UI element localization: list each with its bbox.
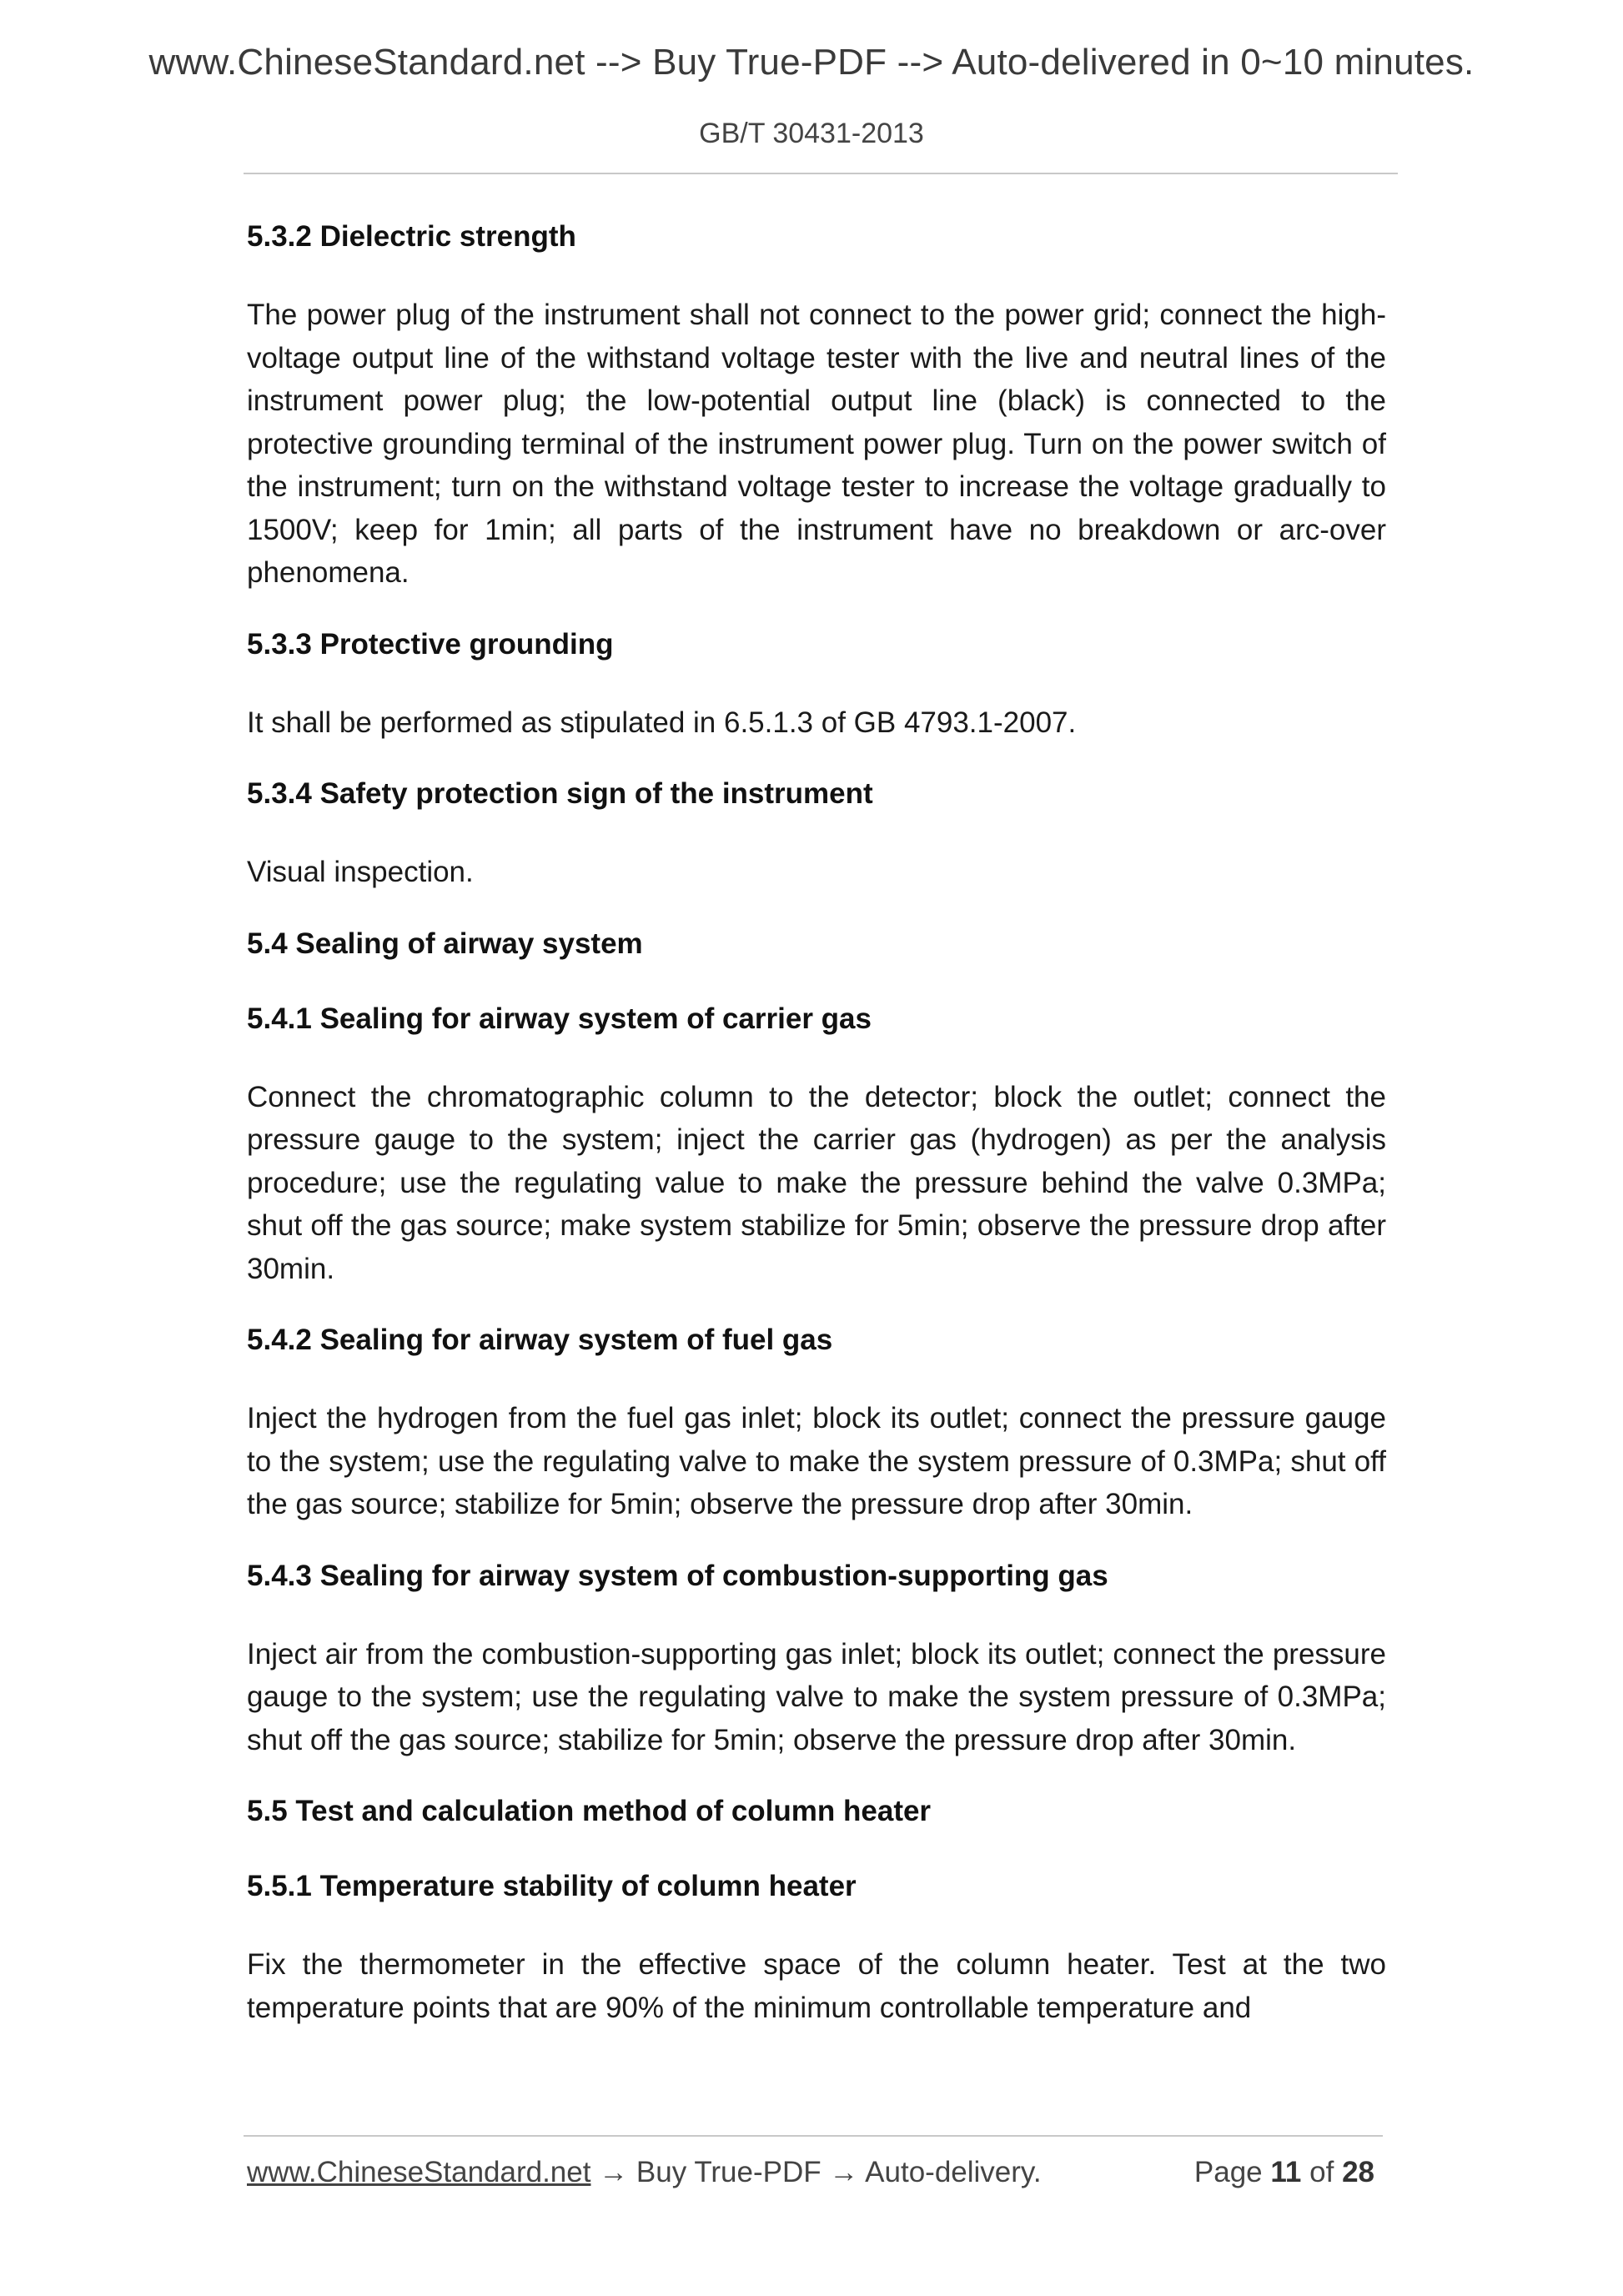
of-label: of	[1309, 2156, 1334, 2188]
section-heading-5-3-4: 5.3.4 Safety protection sign of the instrument	[247, 777, 873, 810]
page-current: 11	[1270, 2156, 1302, 2188]
page-label: Page	[1193, 2156, 1263, 2188]
section-heading-5-3-3: 5.3.3 Protective grounding	[247, 627, 614, 661]
section-heading-5-4: 5.4 Sealing of airway system	[247, 927, 643, 960]
section-text-5-4-3: Inject air from the combustion-supporting gas inlet; block its outlet; connect the pressure gauge to the system; use the regulating valve to make the system pressure of 0.3MPa; shut off the gas source; stabilize for 5min; observe the pressure drop after 30min.	[247, 1637, 1386, 1756]
section-heading-5-4-3: 5.4.3 Sealing for airway system of combustion-supporting gas	[247, 1559, 1108, 1592]
header-divider	[244, 173, 1398, 174]
top-banner: www.ChineseStandard.net --> Buy True-PDF --> Auto-delivered in 0~10 minutes.	[148, 42, 1475, 83]
section-text-5-3-2: The power plug of the instrument shall not connect to the power grid; connect the high-voltage output line of the withstand voltage tester with the live and neutral lines of the instrument power plug; the low-potential output line (black) is connected to the protective grounding terminal of the instrument power plug. Turn on the power switch of the instrument; turn on the withstand voltage tester to increase the voltage gradually to 1500V; keep for 1min; all parts of the instrument have no breakdown or arc-over phenomena.	[247, 299, 1386, 589]
document-code: GB/T 30431-2013	[699, 118, 924, 149]
section-heading-5-5: 5.5 Test and calculation method of column heater	[247, 1795, 932, 1827]
section-heading-5-3-2: 5.3.2 Dielectric strength	[247, 220, 576, 253]
section-text-5-3-3: It shall be performed as stipulated in 6.5.1.3 of GB 4793.1-2007.	[247, 706, 1077, 739]
footer-site-link[interactable]: www.ChineseStandard.net	[247, 2156, 591, 2188]
section-text-5-3-4: Visual inspection.	[247, 856, 474, 888]
document-body	[247, 219, 1386, 2061]
footer-divider	[244, 2135, 1383, 2137]
footer-promo-text: → Buy True-PDF → Auto-delivery.	[590, 2156, 1042, 2188]
footer-promo	[247, 2156, 1042, 2189]
section-text-5-4-2: Inject the hydrogen from the fuel gas inlet; block its outlet; connect the pressure gauge to the system; use the regulating valve to make the system pressure of 0.3MPa; shut off the gas source; stabilize for 5min; observe the pressure drop after 30min.	[247, 1402, 1386, 1520]
section-text-5-5-1: Fix the thermometer in the effective space of the column heater. Test at the two temperature points that are 90% of the minimum controllable temperature and	[247, 1948, 1386, 2024]
section-heading-5-5-1: 5.5.1 Temperature stability of column heater	[247, 1870, 857, 1902]
page-total: 28	[1342, 2156, 1374, 2188]
section-heading-5-4-2: 5.4.2 Sealing for airway system of fuel gas	[247, 1324, 833, 1356]
section-text-5-4-1: Connect the chromatographic column to the detector; block the outlet; connect the pressure gauge to the system; inject the carrier gas (hydrogen) as per the analysis procedure; use the regulating value to make the pressure behind the valve 0.3MPa; shut off the gas source; make system stabilize for 5min; observe the pressure drop after 30min.	[247, 1080, 1386, 1285]
page-footer	[247, 2156, 1383, 2198]
page-number	[1194, 2156, 1374, 2189]
section-heading-5-4-1: 5.4.1 Sealing for airway system of carrier gas	[247, 1002, 872, 1035]
